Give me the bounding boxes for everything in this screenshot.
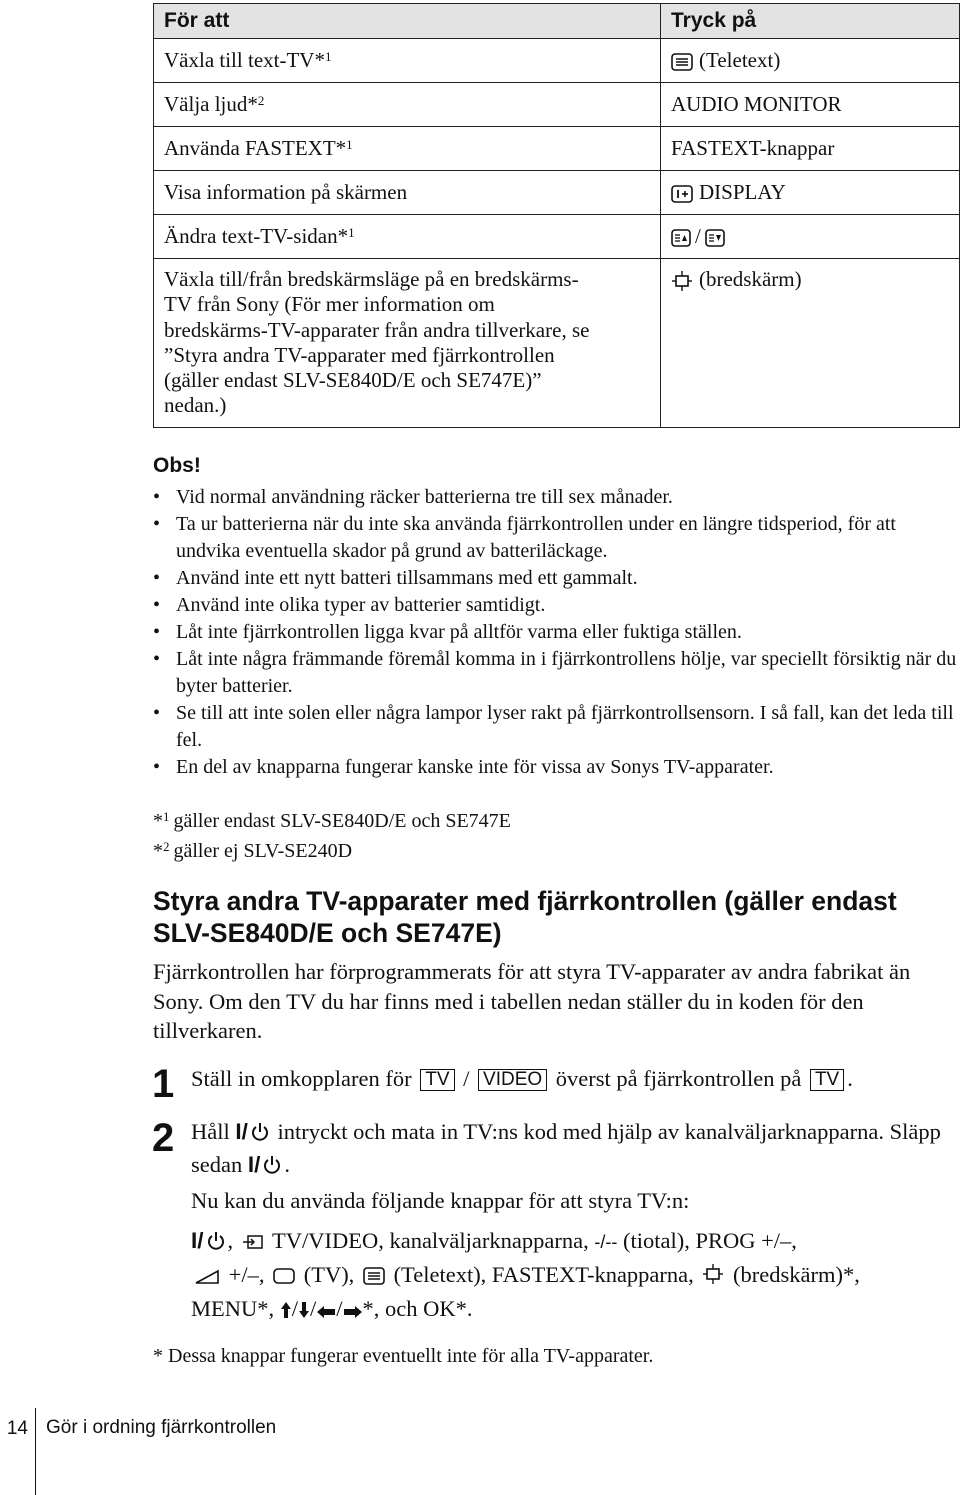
- section-intro: Fjärrkontrollen har förprogrammerats för att styra TV-apparater av andra fabrikat än Sony. Om den TV du har finns med i tabellen nedan ställer du in koden för den tillverkaren.: [153, 959, 911, 1043]
- teletext-icon: [363, 1262, 385, 1293]
- table-row: [154, 39, 960, 83]
- video-key: VIDEO: [478, 1069, 547, 1091]
- step-2-text: Håll I/ intryckt och mata in TV:ns kod med hjälp av kanalväljarknapparna. Släpp sedan I/ .: [191, 1117, 960, 1182]
- footnote-2: *$^2$ gäller ej SLV-SE240D: [153, 839, 353, 862]
- table-row: [154, 215, 960, 259]
- row-label: Växla till/från bredskärmsläge på en bredskärms- TV från Sony (För mer information om bredskärms-TV-apparater från andra tillverkare, se ”Styra andra TV-apparater med fjärrkontrollen (gäller endast SLV-SE840D/E och SE747E)” nedan.): [154, 259, 661, 428]
- input-select-icon: [242, 1228, 264, 1259]
- list-item: • En del av knapparna fungerar kanske inte för vissa av Sonys TV-apparater.: [153, 754, 960, 781]
- power-icon: [251, 1120, 269, 1150]
- power-icon: [207, 1228, 225, 1259]
- widescreen-icon: [671, 270, 693, 292]
- teletext-icon: [671, 53, 693, 71]
- table-header-row: [154, 4, 960, 39]
- page-down-icon: [705, 229, 725, 247]
- section-heading: Styra andra TV-apparater med fjärrkontrollen (gäller endast SLV-SE840D/E och SE747E): [153, 886, 897, 948]
- dash-label: -/--: [594, 1232, 618, 1252]
- table-row: [154, 171, 960, 215]
- table-row: [154, 83, 960, 127]
- header-for-att: För att: [154, 4, 661, 39]
- arrow-down-icon: [298, 1296, 310, 1327]
- table-row: [154, 259, 960, 428]
- function-table: [153, 3, 960, 428]
- arrow-up-icon: [280, 1296, 292, 1327]
- page-up-icon: [671, 229, 691, 247]
- tv-key: TV: [420, 1069, 454, 1091]
- step-2-number: 2: [152, 1116, 175, 1160]
- power-label: I/: [235, 1119, 248, 1144]
- obs-title: Obs!: [153, 454, 201, 477]
- row-label: Ändra text-TV-sidan*$^1$: [154, 215, 661, 259]
- step-1-number: 1: [152, 1062, 175, 1106]
- arrow-right-icon: [343, 1296, 363, 1327]
- list-item: • Använd inte ett nytt batteri tillsammans med ett gammalt.: [153, 565, 960, 592]
- tv-icon: [273, 1262, 295, 1293]
- row-button: DISPLAY: [661, 171, 960, 215]
- step-2-para: Nu kan du använda följande knappar för att styra TV:n:: [191, 1188, 690, 1213]
- header-tryck-pa: Tryck på: [661, 4, 960, 39]
- power-label: I/: [247, 1151, 261, 1177]
- list-item: • Se till att inte solen eller några lampor lyser rakt på fjärrkontrollsensorn. I så fall, kan det leda till fel.: [153, 700, 960, 754]
- obs-list: [153, 484, 960, 781]
- row-label: Visa information på skärmen: [154, 171, 661, 215]
- widescreen-icon: [702, 1262, 724, 1293]
- footnote-1: *$^1$ gäller endast SLV-SE840D/E och SE747E: [153, 809, 511, 832]
- list-item: • Vid normal användning räcker batterierna tre till sex månader.: [153, 484, 960, 511]
- tv-key: TV: [810, 1069, 844, 1091]
- step-2-controls: I/ , TV/VIDEO, kanalväljarknapparna, -/-- (tiotal), PROG +/–, +/–, (TV), (Teletext), FASTEXT-knapparna, (bredskärm)*, MENU*, / / / *, och OK*.: [191, 1225, 960, 1327]
- step-1-text: Ställ in omkopplaren för TV / VIDEO överst på fjärrkontrollen på TV .: [191, 1066, 853, 1091]
- power-label: I/: [191, 1228, 204, 1253]
- table-row: [154, 127, 960, 171]
- list-item: • Använd inte olika typer av batterier samtidigt.: [153, 592, 960, 619]
- row-label: Välja ljud*$^2$: [154, 83, 661, 127]
- star-note: * Dessa knappar fungerar eventuellt inte för alla TV-apparater.: [153, 1345, 654, 1367]
- footer-section-title: Gör i ordning fjärrkontrollen: [46, 1417, 277, 1438]
- row-button: /: [661, 215, 960, 259]
- row-button: AUDIO MONITOR: [661, 83, 960, 127]
- row-label: Växla till text-TV*$^1$: [154, 39, 661, 83]
- list-item: • Ta ur batterierna när du inte ska använda fjärrkontrollen under en längre tidsperiod, för att undvika eventuella skador på grund av batteriläckage.: [153, 511, 960, 565]
- row-label: Använda FASTEXT*$^1$: [154, 127, 661, 171]
- page-number: 14: [6, 1418, 28, 1439]
- row-button: (Teletext): [661, 39, 960, 83]
- row-button: (bredskärm): [661, 259, 960, 428]
- display-info-icon: [671, 185, 693, 203]
- volume-icon: [194, 1262, 220, 1293]
- footer-divider: [35, 1408, 36, 1495]
- list-item: • Låt inte några främmande föremål komma in i fjärrkontrollens hölje, var speciellt försiktig när du byter batterier.: [153, 646, 960, 700]
- power-icon: [263, 1153, 281, 1183]
- row-button: FASTEXT-knappar: [661, 127, 960, 171]
- arrow-left-icon: [316, 1296, 336, 1327]
- list-item: • Låt inte fjärrkontrollen ligga kvar på alltför varma eller fuktiga ställen.: [153, 619, 960, 646]
